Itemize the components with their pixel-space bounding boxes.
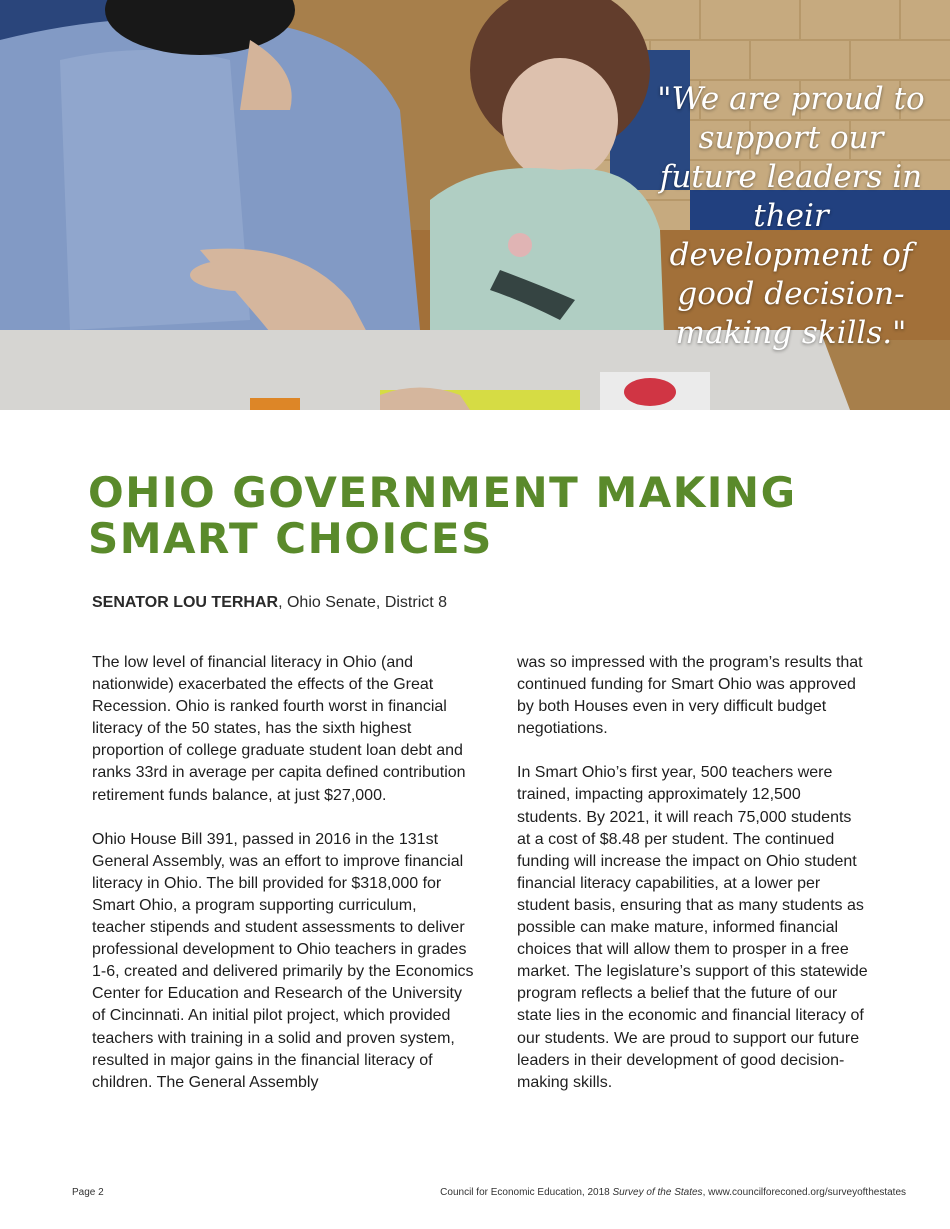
author-name: SENATOR LOU TERHAR [92,594,279,611]
paragraph: The low level of financial literacy in Ohio (and nationwide) exacerbated the effects of the Great Recession. Ohio is ranked fourth worst in financial literacy of the 50 states, has the sixth highest proportion of college graduate student loan debt and ranks 33rd in average per capita defined contribution retirement funds balance, at just $27,000. [92,654,466,804]
source-citation [440,1187,906,1198]
body-column-right [517,652,869,1116]
hero-photo [0,0,950,410]
paragraph: Ohio House Bill 391, passed in 2016 in the 131st General Assembly, was an effort to improve financial literacy in Ohio. The bill provided for $318,000 for Smart Ohio, a program supporting curriculum, teacher stipends and student assessments to deliver professional development to Ohio teachers in grades 1-6, created and delivered primarily by the Economics Center for Education and Research of the University of Cincinnati. An initial pilot project, which provided teachers with training in a solid and proven system, resulted in major gains in the financial literacy of children. The General Assembly [92,830,474,1091]
citation-title: Survey of the States [612,1187,703,1198]
citation-suffix: , www.councilforeconed.org/surveyofthestates [702,1187,906,1198]
citation-prefix: Council for Economic Education, 2018 [440,1187,613,1198]
title-line-2: SMART CHOICES [88,514,493,563]
title-line-1: OHIO GOVERNMENT MAKING [88,468,797,517]
page-number: Page 2 [72,1187,104,1198]
author-affiliation: , Ohio Senate, District 8 [278,594,448,611]
page-title [88,470,848,562]
paragraph: In Smart Ohio’s first year, 500 teachers were trained, impacting approximately 12,500 students. By 2021, it will reach 75,000 students at a cost of $8.48 per student. The continued funding will increase the impact on Ohio student financial literacy capabilities, at a lower per student basis, ensuring that as many students as possible can make mature, informed financial choices that will allow them to prosper in a free market. The legislature’s support of this statewide program reflects a belief that the future of our state lies in the economic and financial literacy of our students. We are proud to support our future leaders in their development of good decision-making skills. [517,764,868,1091]
author-byline [92,594,447,612]
body-column-left [92,652,474,1116]
paragraph: was so impressed with the program’s results that continued funding for Smart Ohio was approved by both Houses even in very difficult budget negotiations. [517,654,863,738]
pull-quote: "We are proud to support our future leaders in their development of good decision-making skills." [657,81,925,351]
